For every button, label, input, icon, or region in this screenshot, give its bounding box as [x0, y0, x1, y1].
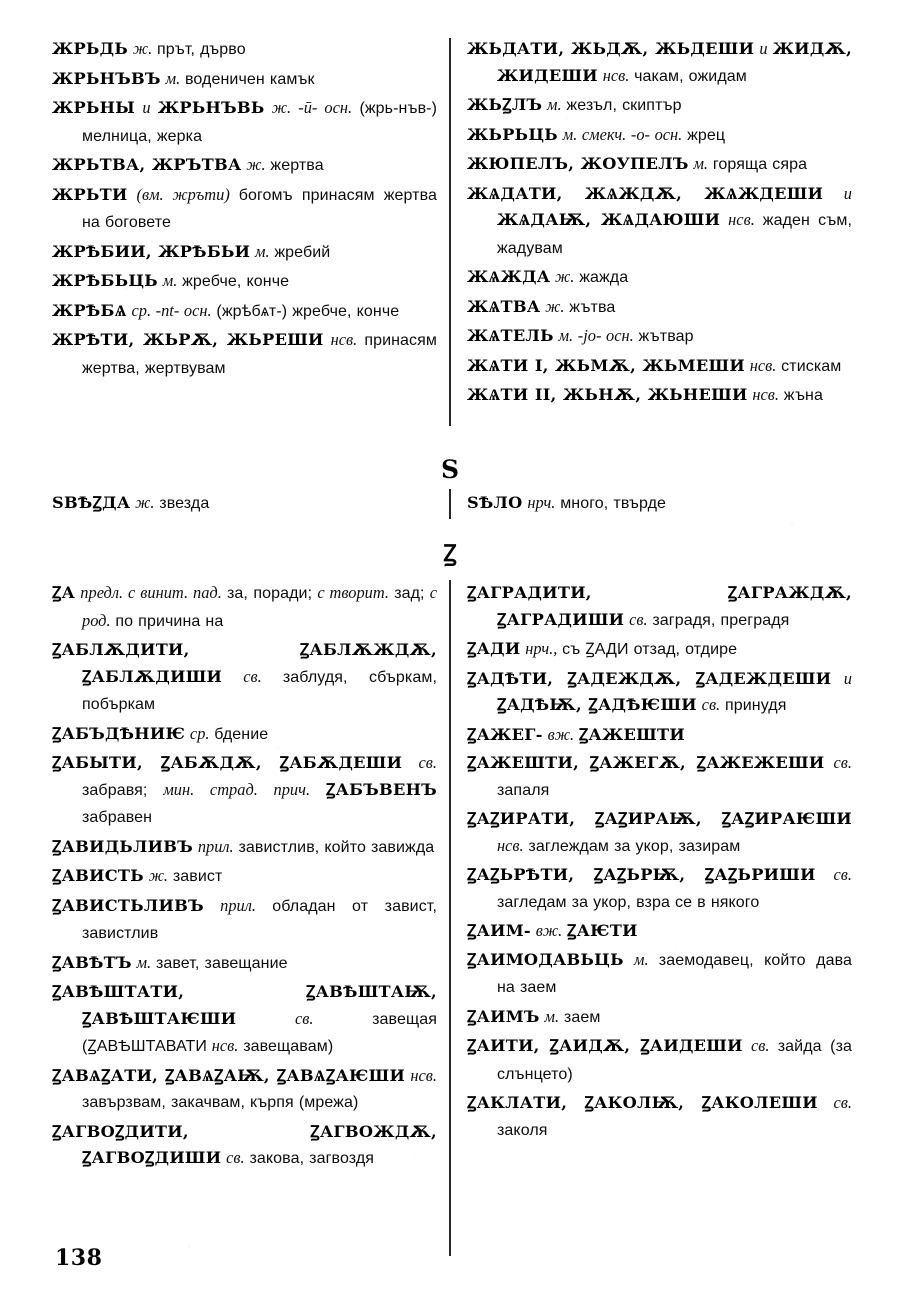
headword: ЖРѢТИ, ЖЬРѪ, ЖЬРЕШИ	[52, 330, 324, 349]
dictionary-entry	[52, 1119, 437, 1173]
conjunction-abbr: и	[759, 39, 768, 58]
see-also-abbr: вж.	[547, 724, 575, 744]
headword: ЖѦЖДА	[467, 267, 551, 286]
dictionary-entry	[467, 264, 852, 292]
headword: ꙀАИМОДАВЬЦЬ	[467, 949, 624, 969]
grammar-abbr: св.	[701, 695, 721, 714]
dictionary-entry	[467, 1033, 852, 1088]
grammar-abbr: св.	[295, 1008, 314, 1028]
dictionary-entry	[467, 636, 852, 664]
headword: ЖРѢБѦ	[52, 300, 127, 320]
gloss: жажда	[579, 269, 629, 286]
grammar-abbr: нсв.	[410, 1065, 438, 1085]
headword: ꙀАКЛАТИ, ꙀАКОЛѬ, ꙀАКОЛЕШИ	[467, 1093, 818, 1112]
gloss: зайда (за слънцето)	[497, 1038, 852, 1083]
grammar-abbr: ж.	[555, 267, 575, 286]
headword: ЖРѢБИИ, ЖРѢБЬИ	[52, 241, 251, 261]
dictionary-entry	[52, 182, 437, 237]
headword: ꙀАДИ	[467, 639, 521, 658]
headword: ЖѦТВА	[467, 296, 541, 316]
conjunction-abbr: и	[142, 98, 151, 117]
headword: ЖРЬНЫ	[52, 98, 136, 117]
column-divider-rule	[449, 489, 451, 519]
dictionary-entry	[52, 580, 437, 635]
headword: ꙀАГРАДИТИ, ꙀАГРАЖДѪ, ꙀАГРАДИШИ	[467, 583, 852, 629]
dictionary-entry	[467, 294, 852, 322]
gloss: богомъ принасям жертва на боговете	[82, 186, 438, 231]
dictionary-entry	[467, 947, 852, 1002]
gloss-secondary: завещавам)	[243, 1038, 334, 1055]
grammar-abbr-secondary: нсв.	[211, 1036, 239, 1055]
gloss: горяща сяра	[712, 156, 808, 173]
dictionary-entry	[467, 323, 852, 351]
gloss: жаден съм, жадувам	[497, 212, 852, 257]
headword: ꙀАВѢТЪ	[52, 952, 132, 972]
grammar-abbr: св.	[750, 1036, 770, 1055]
gloss: забравя;	[82, 781, 148, 799]
gloss: жребий	[274, 243, 331, 261]
grammar-abbr: прил.	[197, 836, 234, 856]
grammar-abbr: м.	[634, 949, 649, 969]
block-dzelo	[52, 490, 868, 520]
gloss: принудя	[724, 697, 787, 714]
dictionary-entry	[52, 36, 437, 64]
gloss: заблудя, сбъркам, побъркам	[82, 668, 437, 713]
dictionary-entry	[52, 863, 437, 891]
dictionary-entry	[52, 893, 437, 948]
grammar-abbr: ср. -nt- осн.	[131, 300, 212, 320]
grammar-abbr: св.	[833, 1093, 853, 1112]
headword: ꙀА	[52, 583, 76, 602]
headword: ЖРЬНЪВЪ	[52, 68, 161, 88]
dictionary-entry	[467, 862, 852, 916]
headword: ЖЬДАТИ, ЖЬДѪ, ЖЬДЕШИ	[467, 39, 755, 58]
dictionary-entry	[467, 92, 852, 120]
gloss: жъна	[783, 387, 823, 404]
dictionary-entry	[52, 950, 437, 978]
cross-reference-note: (вм. жръти)	[136, 184, 230, 204]
dictionary-entry	[467, 580, 852, 634]
gloss: запаля	[497, 781, 550, 799]
gloss: много, твърде	[560, 495, 667, 512]
section-letter-zemlja: Ꙁ	[443, 540, 457, 567]
dictionary-entry	[467, 181, 852, 263]
dictionary-entry	[52, 490, 437, 518]
dictionary-entry	[467, 122, 852, 150]
headword: ꙀАВѢШТАТИ, ꙀАВѢШТАѬ, ꙀАВѢШТАѤШИ	[52, 982, 437, 1028]
grammar-abbr-secondary: мин. страд. прич.	[163, 779, 311, 799]
gloss: обладан от завист, завистлив	[82, 897, 438, 942]
headword: ꙀАВИСТЬ	[52, 866, 144, 885]
block-z-right-column	[467, 580, 852, 1175]
headword: ЅѢЛО	[467, 493, 523, 512]
headword: ЖЬꙀЛЪ	[467, 95, 543, 114]
dictionary-entry	[52, 152, 437, 180]
grammar-abbr: нсв.	[330, 330, 358, 349]
gloss-secondary: забравен	[82, 809, 153, 826]
headword: ЖѦТИ II, ЖЬНѪ, ЖЬНЕШИ	[467, 385, 748, 404]
dictionary-entry	[52, 750, 437, 832]
dictionary-entry	[467, 1004, 852, 1032]
dictionary-entry	[52, 66, 437, 94]
grammar-abbr: м.	[547, 95, 562, 114]
grammar-abbr: св.	[243, 666, 262, 686]
headword-variant: ЖРЬНЪВЬ	[157, 98, 265, 117]
see-also-abbr: вж.	[535, 921, 563, 940]
block-zhivete	[52, 36, 868, 412]
dictionary-entry	[467, 806, 852, 860]
headword-variant: ꙀАДѢѬ, ꙀАДѢѤШИ	[497, 695, 697, 714]
grammar-abbr: м.	[162, 271, 178, 290]
gloss: завет, завещание	[155, 954, 288, 972]
headword-variant: ЖИДѪ, ЖИДЕШИ	[497, 39, 853, 85]
grammar-abbr: ср.	[189, 723, 210, 743]
gloss: жътва	[569, 298, 616, 316]
dictionary-entry	[52, 721, 437, 749]
dictionary-entry	[52, 979, 437, 1061]
dictionary-entry	[52, 268, 437, 296]
headword: ЖРЬТВА, ЖРЪТВА	[52, 155, 242, 174]
gloss: жребче, конче	[182, 273, 290, 290]
dictionary-entry	[467, 918, 852, 945]
grammar-abbr: св.	[629, 609, 648, 629]
dictionary-entry	[52, 834, 437, 862]
gloss: загледам за укор, взра се в някого	[497, 893, 760, 911]
gloss: заглеждам за укор, зазирам	[528, 837, 741, 855]
block-dz-right-column	[467, 490, 852, 520]
dictionary-entry	[52, 298, 437, 326]
grammar-abbr: предл. с винит. пад.	[80, 583, 222, 602]
gloss: жертва	[270, 157, 324, 174]
headword: ЖѦДАТИ, ЖѦЖДѪ, ЖѦЖДЕШИ	[467, 183, 824, 203]
grammar-abbr: м.	[165, 68, 181, 88]
gloss: (жрь-нъв-) мелница, жерка	[82, 100, 438, 145]
block-zemlja	[52, 580, 868, 1175]
dictionary-entry	[467, 36, 852, 90]
grammar-abbr: м. смекч. -о- осн.	[562, 124, 683, 144]
gloss: жътвар	[638, 328, 694, 345]
grammar-abbr: нсв.	[497, 835, 524, 855]
dictionary-entry	[52, 95, 437, 150]
gloss: заем	[563, 1008, 601, 1026]
conjunction-abbr: и	[843, 668, 852, 688]
gloss: воденичен камък	[184, 70, 315, 88]
block-zh-left-column	[52, 36, 437, 412]
block-z-left-column	[52, 580, 437, 1175]
headword: ꙀАДѢТИ, ꙀАДЕЖДѪ, ꙀАДЕЖДЕШИ	[467, 668, 832, 688]
headword: ЖЬРЬЦЬ	[467, 124, 558, 144]
grammar-abbr: нсв.	[728, 210, 755, 229]
gloss: завързвам, закачвам, кърпя (мрежа)	[82, 1094, 359, 1111]
headword: ЅВѢꙀДА	[52, 493, 131, 512]
headword: ꙀАБЫТИ, ꙀАБѪДѪ, ꙀАБѪДЕШИ	[52, 753, 403, 772]
grammar-abbr: ж.	[246, 155, 266, 174]
dictionary-entry	[52, 1063, 437, 1117]
gloss: заемодавец, който дава на заем	[497, 951, 853, 996]
headword: ЖѦТЕЛЬ	[467, 326, 554, 345]
headword: ꙀАВИДЬЛИВЪ	[52, 836, 194, 856]
gloss: (жрѣбѧт-) жребче, конче	[216, 302, 400, 320]
gloss: завистлив, който завижда	[238, 838, 435, 856]
column-divider-rule	[449, 38, 451, 426]
headword: ꙀАБЛѪДИТИ, ꙀАБЛѪЖДѪ, ꙀАБЛѪДИШИ	[52, 640, 437, 686]
gloss: заградя, преградя	[652, 611, 790, 629]
gloss: стискам	[781, 357, 842, 375]
headword: ꙀАБЪДѢНИѤ	[52, 723, 186, 743]
gloss: бдение	[214, 725, 269, 743]
grammar-abbr: нсв.	[749, 355, 777, 375]
dictionary-entry	[467, 382, 852, 410]
headword: ЖРЬТИ	[52, 184, 128, 204]
grammar-abbr: ж.	[148, 866, 169, 885]
headword: ꙀАИТИ, ꙀАИДѪ, ꙀАИДЕШИ	[467, 1036, 743, 1055]
headword: ЖѦТИ I, ЖЬМѪ, ЖЬМЕШИ	[467, 355, 745, 375]
gloss: съ ꙀАДИ отзад, отдире	[562, 641, 738, 658]
grammar-abbr: нсв.	[602, 65, 630, 85]
grammar-abbr: ж.	[135, 493, 155, 512]
gloss: принасям жертва, жертвувам	[82, 332, 438, 377]
grammar-abbr: нрч.,	[525, 639, 558, 658]
grammar-abbr-tertiary: с род.	[82, 583, 438, 630]
grammar-abbr: м. -jо- осн.	[558, 326, 634, 345]
headword: ЖРѢБЬЦЬ	[52, 271, 158, 290]
headword-participle: ꙀАБЪВЕНЪ	[325, 779, 437, 799]
grammar-abbr: прил.	[220, 895, 256, 915]
dictionary-entry	[467, 490, 852, 518]
grammar-abbr: св.	[833, 753, 853, 772]
headword: ꙀАВѦꙀАТИ, ꙀАВѦꙀАѬ, ꙀАВѦꙀАѤШИ	[52, 1065, 406, 1085]
gloss-secondary: зад;	[394, 585, 425, 602]
dictionary-entry	[467, 353, 852, 381]
headword: ꙀАꙀЬРѢТИ, ꙀАꙀЬРѬ, ꙀАꙀЬРИШИ	[467, 865, 816, 884]
grammar-abbr-secondary: с творит.	[317, 583, 390, 602]
headword-variant: ЖѦДАѬ, ЖѦДАЮШИ	[497, 210, 721, 229]
gloss: прът, дърво	[156, 41, 246, 58]
block-dz-left-column	[52, 490, 437, 520]
grammar-abbr: м.	[136, 952, 152, 972]
dictionary-entry	[467, 750, 852, 804]
grammar-abbr: св.	[226, 1148, 245, 1167]
gloss: за, поради;	[226, 585, 313, 602]
headword: ꙀАИМЪ	[467, 1006, 540, 1026]
grammar-abbr: нрч.	[527, 493, 556, 512]
grammar-abbr: м.	[693, 154, 709, 173]
grammar-abbr: ж. -ū- осн.	[271, 98, 353, 117]
gloss: завист	[172, 868, 223, 885]
dictionary-entry	[467, 1090, 852, 1144]
headword: ꙀАЖЕШТИ, ꙀАЖЕГѪ, ꙀАЖЕЖЕШИ	[467, 753, 825, 772]
dictionary-entry	[52, 327, 437, 382]
gloss: завещая (ꙀАВѢШТАВАТИ	[82, 1010, 437, 1055]
page-number: 138	[55, 1245, 103, 1271]
grammar-abbr: св.	[833, 865, 853, 884]
gloss: звезда	[159, 495, 210, 512]
cross-reference-headword: ꙀАѤТИ	[567, 921, 638, 940]
headword: ꙀАЖЕГ-	[467, 724, 543, 744]
headword: ꙀАГВОꙀДИТИ, ꙀАГВОЖДѪ, ꙀАГВОꙀДИШИ	[52, 1121, 437, 1167]
column-divider-rule	[449, 580, 451, 1256]
headword: ꙀАВИСТЬЛИВЪ	[52, 895, 204, 915]
headword: ꙀАИМ-	[467, 921, 531, 940]
dictionary-entry	[467, 722, 852, 749]
gloss: жрец	[687, 126, 726, 144]
conjunction-abbr: и	[843, 183, 852, 203]
grammar-abbr: м.	[255, 241, 270, 261]
grammar-abbr: нсв.	[752, 385, 779, 404]
section-letter-dzelo: Ѕ	[440, 455, 460, 484]
dictionary-entry	[467, 151, 852, 179]
headword: ЖЮПЕЛЪ, ЖОУПЕЛЪ	[467, 154, 689, 173]
gloss: жезъл, скиптър	[566, 97, 682, 114]
dictionary-entry	[52, 637, 437, 719]
dictionary-entry	[52, 239, 437, 267]
gloss: чакам, ожидам	[634, 67, 747, 85]
gloss-tertiary: по причина на	[115, 612, 224, 630]
grammar-abbr: ж.	[132, 39, 153, 58]
gloss: заколя	[497, 1121, 548, 1139]
grammar-abbr: ж.	[545, 296, 565, 316]
gloss: закова, загвоздя	[249, 1150, 375, 1167]
cross-reference-headword: ꙀАЖЕШТИ	[578, 724, 685, 744]
headword: ꙀАꙀИРАТИ, ꙀАꙀИРАѬ, ꙀАꙀИРАѤШИ	[467, 809, 852, 828]
dictionary-entry	[467, 666, 852, 720]
headword: ЖРЬДЬ	[52, 39, 129, 58]
block-zh-right-column	[467, 36, 852, 412]
grammar-abbr: м.	[544, 1006, 560, 1026]
grammar-abbr: св.	[418, 753, 438, 772]
